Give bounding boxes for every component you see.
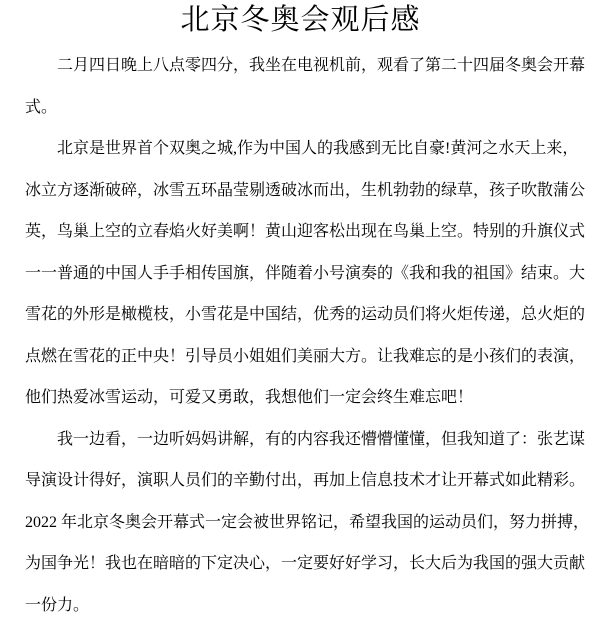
text-line: 点燃在雪花的正中央！引导员小姐姐们美丽大方。让我难忘的是小孩们的表演，: [25, 347, 586, 365]
text-line: 为国争光！我也在暗暗的下定决心，一定要好好学习，长大后为我国的强大贡献: [25, 555, 586, 572]
page-title: 北京冬奥会观后感: [180, 4, 421, 36]
text-line: 我一边看，一边听妈妈讲解，有的内容我还懵懵懂懂，但我知道了：张艺谋: [57, 430, 586, 448]
document-body: [25, 45, 590, 626]
text-line: 一份力。: [25, 596, 90, 614]
text-line: 他们热爱冰雪运动，可爱又勇敢，我想他们一定会终生难忘吧！: [25, 389, 474, 406]
text-line: 雪花的外形是橄榄枝，小雪花是中国结，优秀的运动员们将火炬传递，总火炬的: [25, 306, 586, 323]
text-line: 2022 年北京冬奥会开幕式一定会被世界铭记，希望我国的运动员们，努力拼搏，: [25, 513, 590, 531]
text-line: 北京是世界首个双奥之城,作为中国人的我感到无比自豪!黄河之水天上来，: [57, 140, 579, 157]
text-line: 一一普通的中国人手手相传国旗，伴随着小号演奏的《我和我的祖国》结束。大: [25, 264, 586, 282]
text-line: 导演设计得好，演职人员们的辛勤付出，再加上信息技术才让开幕式如此精彩。: [25, 472, 586, 489]
text-line: 二月四日晚上八点零四分，我坐在电视机前，观看了第二十四届冬奥会开幕: [57, 57, 586, 74]
text-line: 冰立方逐渐破碎，冰雪五环晶莹剔透破冰而出，生机勃勃的绿草，孩子吹散蒲公: [25, 181, 586, 199]
text-line: 英，鸟巢上空的立春焰火好美啊！黄山迎客松出现在鸟巢上空。特别的升旗仪式: [25, 223, 586, 240]
text-line: 式。: [25, 98, 58, 116]
